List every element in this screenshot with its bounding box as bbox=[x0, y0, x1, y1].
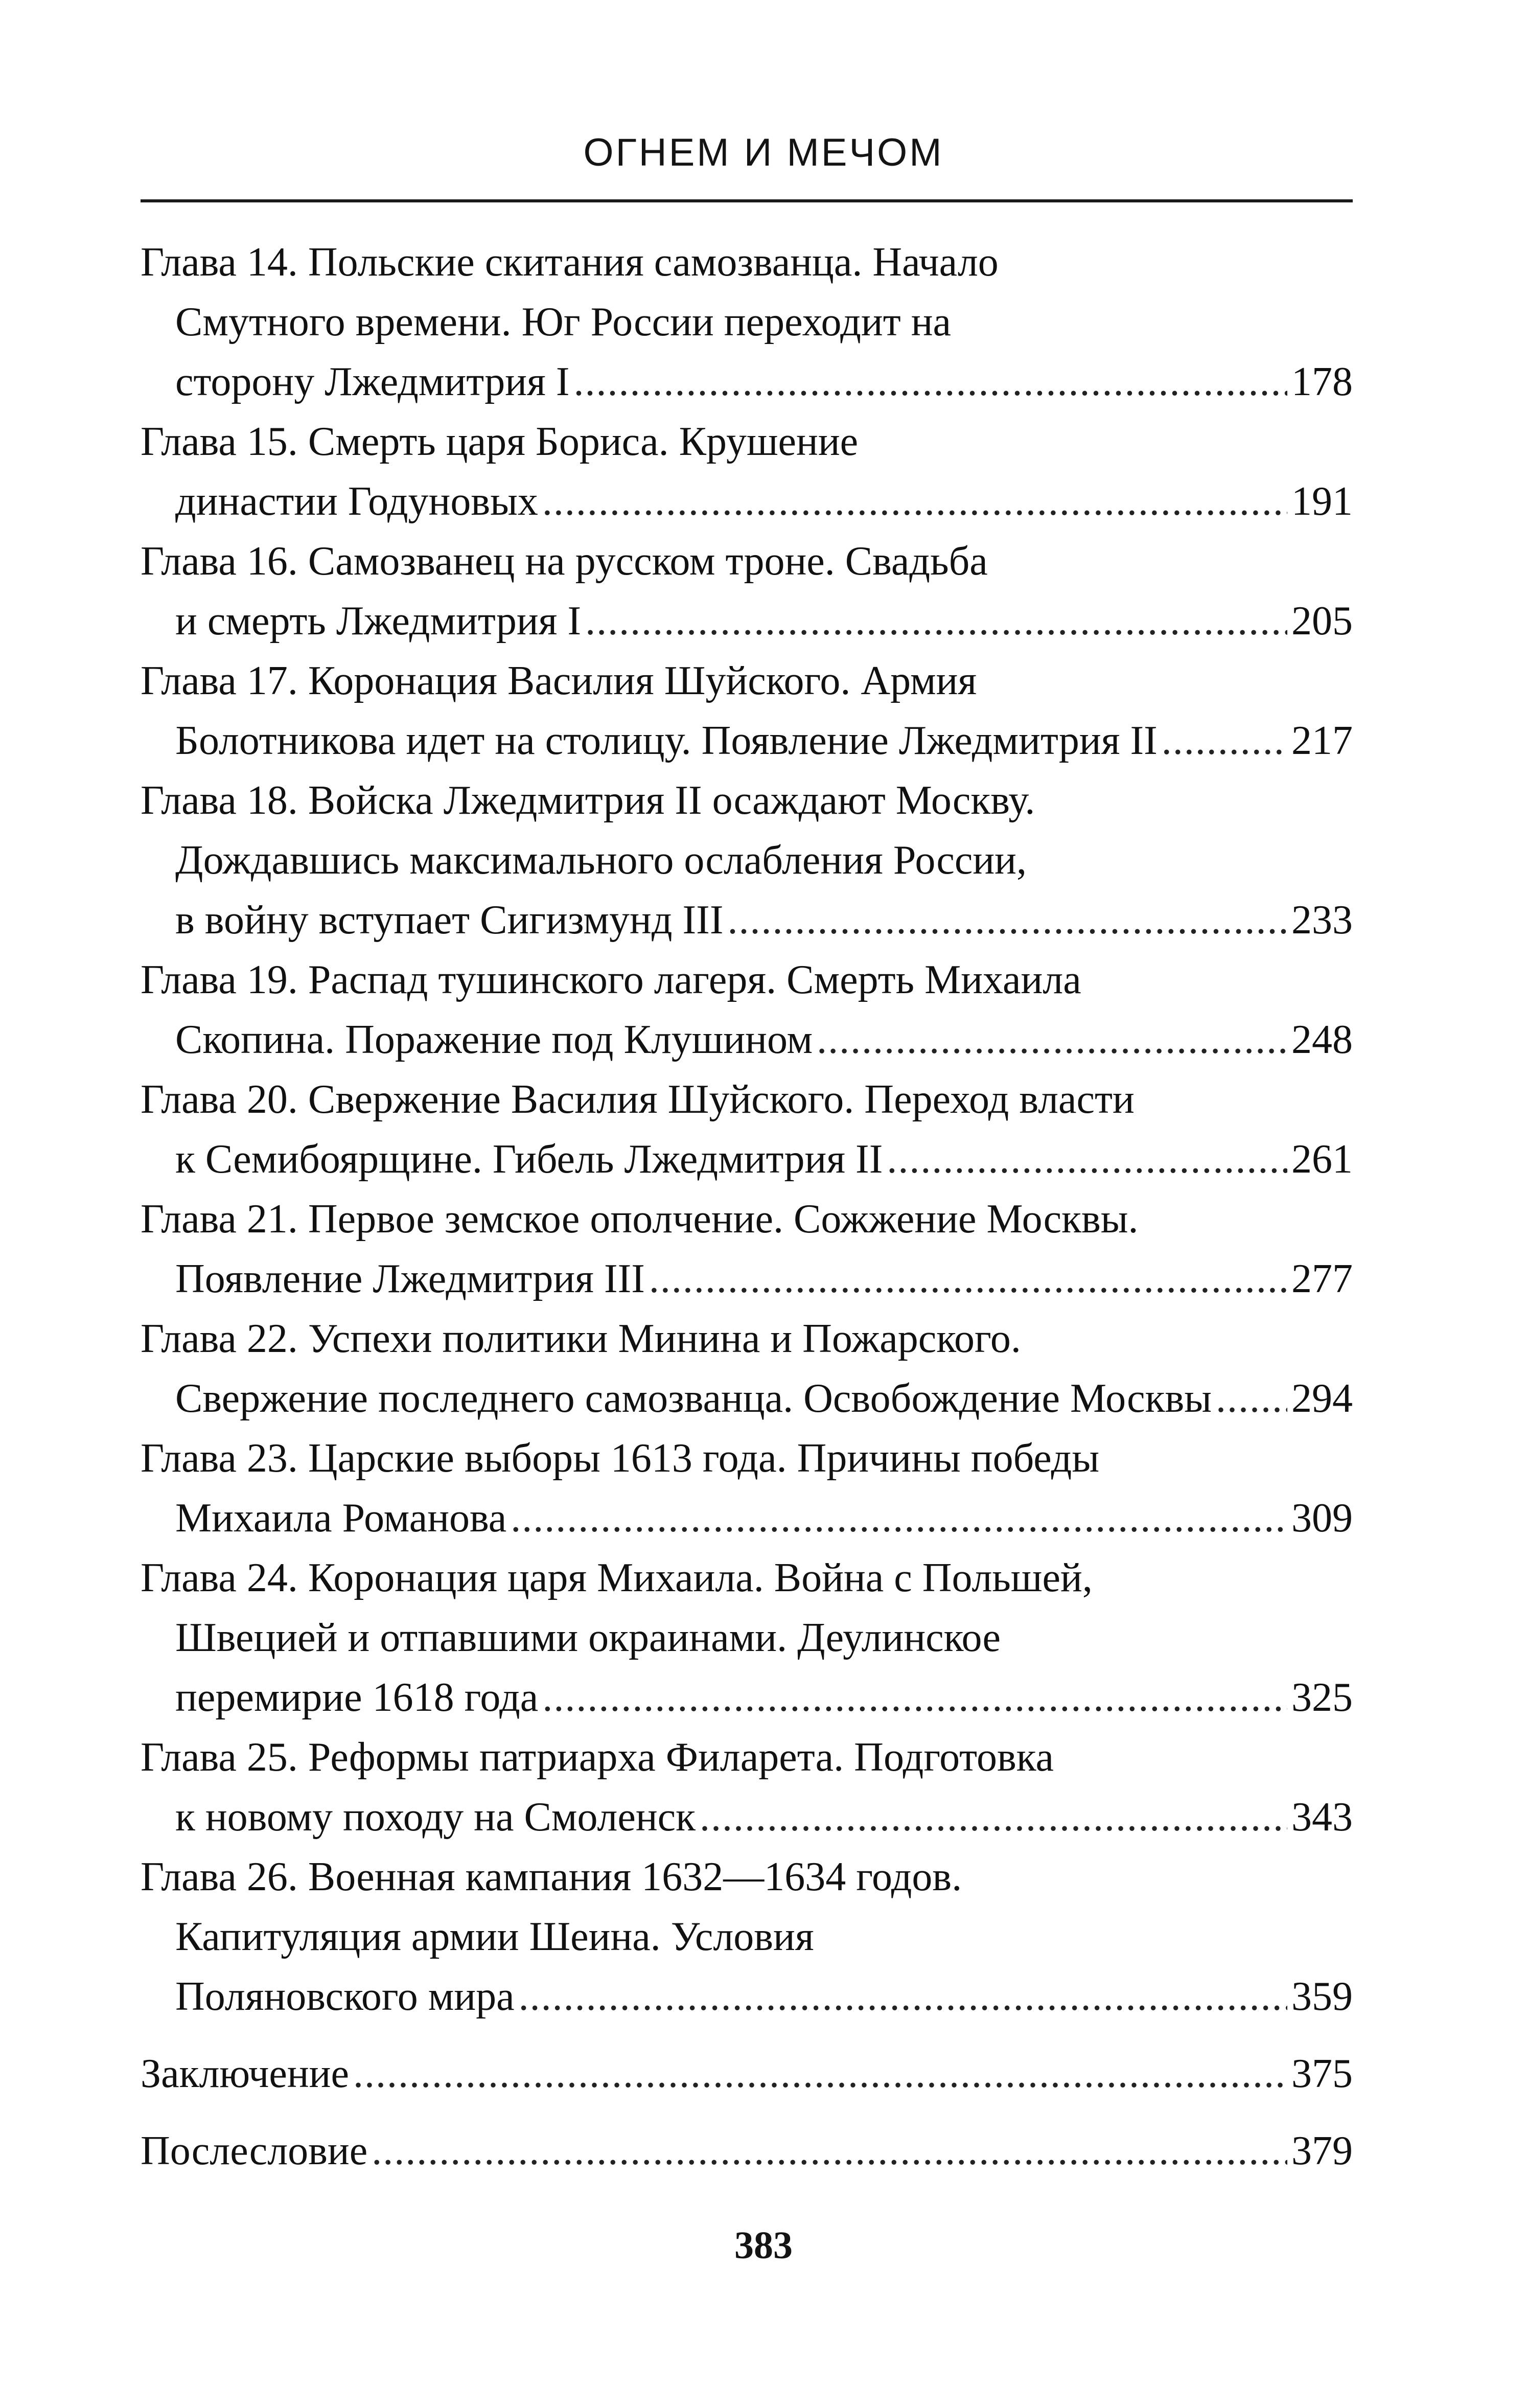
dot-leader bbox=[542, 472, 1287, 532]
toc-line bbox=[141, 1130, 1353, 1189]
toc-line bbox=[141, 591, 1353, 651]
toc-entry bbox=[141, 950, 1353, 1070]
toc-line-text: к новому походу на Смоленск bbox=[175, 1795, 696, 1840]
page-number: 383 bbox=[734, 2224, 793, 2267]
toc-line bbox=[141, 352, 1353, 412]
dot-leader bbox=[700, 1787, 1287, 1847]
toc-entry bbox=[141, 1728, 1353, 1847]
toc-line-text: сторону Лжедмитрия I bbox=[175, 359, 570, 404]
toc-page-number: 261 bbox=[1291, 1137, 1353, 1182]
toc-entry bbox=[141, 2121, 1353, 2181]
toc-entry bbox=[141, 1070, 1353, 1189]
toc-line-text: Болотникова идет на столицу. Появление Лжедмитрия II bbox=[175, 718, 1158, 763]
toc-entry bbox=[141, 1189, 1353, 1309]
dot-leader bbox=[1162, 711, 1287, 771]
header-rule bbox=[141, 199, 1353, 202]
toc-line-text: Глава 19. Распад тушинского лагеря. Смерть Михаила bbox=[141, 957, 1081, 1002]
toc-line-text: Швецией и отпавшими окраинами. Деулинское bbox=[175, 1615, 1001, 1660]
toc-line bbox=[141, 771, 1353, 831]
toc-entry bbox=[141, 1548, 1353, 1728]
dot-leader bbox=[372, 2121, 1287, 2181]
toc-entry bbox=[141, 1847, 1353, 2027]
toc-line-text: Глава 22. Успехи политики Минина и Пожарского. bbox=[141, 1316, 1021, 1361]
dot-leader bbox=[511, 1488, 1287, 1548]
toc-line bbox=[141, 2121, 1353, 2181]
toc-entry bbox=[141, 771, 1353, 950]
dot-leader bbox=[649, 1249, 1287, 1309]
toc-line bbox=[141, 292, 1353, 352]
toc-line bbox=[141, 1608, 1353, 1668]
toc-line bbox=[141, 831, 1353, 890]
toc-line bbox=[141, 711, 1353, 771]
toc-line bbox=[141, 1967, 1353, 2027]
toc-entry bbox=[141, 1309, 1353, 1429]
toc-line-text: Глава 17. Коронация Василия Шуйского. Армия bbox=[141, 658, 977, 703]
toc-line-text: Михаила Романова bbox=[175, 1496, 507, 1541]
toc-line-text: к Семибоярщине. Гибель Лжедмитрия II bbox=[175, 1137, 883, 1182]
toc-page-number: 217 bbox=[1291, 718, 1353, 763]
toc-line bbox=[141, 412, 1353, 472]
toc-line-text: Дождавшись максимального ослабления России, bbox=[175, 838, 1027, 883]
toc-line bbox=[141, 1010, 1353, 1070]
toc-page-number: 178 bbox=[1291, 359, 1353, 404]
toc-entry bbox=[141, 532, 1353, 651]
dot-leader bbox=[585, 591, 1287, 651]
toc-line bbox=[141, 1548, 1353, 1608]
toc-page-number: 325 bbox=[1291, 1675, 1353, 1720]
toc-entry bbox=[141, 1429, 1353, 1548]
toc-entry bbox=[141, 2044, 1353, 2104]
toc-line bbox=[141, 651, 1353, 711]
toc-line-text: Заключение bbox=[141, 2051, 349, 2096]
toc-line bbox=[141, 1907, 1353, 1967]
dot-leader bbox=[887, 1130, 1287, 1189]
toc-entry bbox=[141, 233, 1353, 412]
toc-page-number: 375 bbox=[1291, 2051, 1353, 2096]
toc-line bbox=[141, 1488, 1353, 1548]
toc-line-text: перемирие 1618 года bbox=[175, 1675, 539, 1720]
toc-line bbox=[141, 1309, 1353, 1369]
toc-page-number: 205 bbox=[1291, 599, 1353, 644]
toc-page-number: 359 bbox=[1291, 1974, 1353, 2019]
toc-line bbox=[141, 1668, 1353, 1728]
dot-leader bbox=[542, 1668, 1287, 1728]
toc-line-text: Глава 26. Военная кампания 1632—1634 годов. bbox=[141, 1854, 962, 1899]
toc-line-text: Глава 20. Свержение Василия Шуйского. Переход власти bbox=[141, 1077, 1135, 1122]
toc-line-text: Поляновского мира bbox=[175, 1974, 515, 2019]
toc-line bbox=[141, 890, 1353, 950]
toc-line-text: Глава 16. Самозванец на русском троне. Свадьба bbox=[141, 539, 988, 584]
toc-line-text: династии Годуновых bbox=[175, 479, 538, 524]
toc-line bbox=[141, 950, 1353, 1010]
dot-leader bbox=[573, 352, 1287, 412]
toc-page-number: 191 bbox=[1291, 479, 1353, 524]
toc-line-text: Глава 25. Реформы патриарха Филарета. Подготовка bbox=[141, 1735, 1054, 1780]
toc-line-text: и смерть Лжедмитрия I bbox=[175, 599, 582, 644]
toc-line bbox=[141, 233, 1353, 292]
toc-line bbox=[141, 1429, 1353, 1488]
toc-page-number: 294 bbox=[1291, 1376, 1353, 1421]
toc-line-text: Глава 18. Войска Лжедмитрия II осаждают Москву. bbox=[141, 778, 1035, 823]
toc-line bbox=[141, 1070, 1353, 1130]
toc-line bbox=[141, 1369, 1353, 1429]
toc-line-text: Послесловие bbox=[141, 2128, 368, 2173]
table-of-contents bbox=[141, 233, 1353, 2181]
dot-leader bbox=[727, 890, 1287, 950]
toc-line-text: Глава 24. Коронация царя Михаила. Война с Польшей, bbox=[141, 1555, 1093, 1600]
dot-leader bbox=[519, 1967, 1287, 2027]
toc-line-text: Смутного времени. Юг России переходит на bbox=[175, 300, 952, 345]
toc-line bbox=[141, 1728, 1353, 1787]
toc-line-text: Глава 15. Смерть царя Бориса. Крушение bbox=[141, 419, 859, 464]
dot-leader bbox=[353, 2044, 1287, 2104]
toc-line-text: Глава 23. Царские выборы 1613 года. Причины победы bbox=[141, 1436, 1100, 1481]
toc-entry bbox=[141, 412, 1353, 532]
toc-page-number: 277 bbox=[1291, 1256, 1353, 1301]
toc-line-text: Глава 21. Первое земское ополчение. Сожжение Москвы. bbox=[141, 1197, 1139, 1242]
toc-line-text: Глава 14. Польские скитания самозванца. Начало bbox=[141, 240, 999, 285]
toc-line-text: в войну вступает Сигизмунд III bbox=[175, 898, 724, 943]
toc-line bbox=[141, 1189, 1353, 1249]
toc-line bbox=[141, 472, 1353, 532]
toc-line bbox=[141, 532, 1353, 591]
toc-line-text: Свержение последнего самозванца. Освобождение Москвы bbox=[175, 1376, 1212, 1421]
toc-line bbox=[141, 1847, 1353, 1907]
dot-leader bbox=[817, 1010, 1287, 1070]
running-title: ОГНЕМ И МЕЧОМ bbox=[583, 131, 944, 174]
toc-line-text: Скопина. Поражение под Клушином bbox=[175, 1017, 813, 1062]
toc-line bbox=[141, 2044, 1353, 2104]
toc-page-number: 309 bbox=[1291, 1496, 1353, 1541]
toc-line bbox=[141, 1787, 1353, 1847]
toc-entry bbox=[141, 651, 1353, 771]
toc-line bbox=[141, 1249, 1353, 1309]
toc-line-text: Капитуляция армии Шеина. Условия bbox=[175, 1914, 814, 1959]
toc-page-number: 379 bbox=[1291, 2128, 1353, 2173]
toc-page-number: 343 bbox=[1291, 1795, 1353, 1840]
toc-page-number: 248 bbox=[1291, 1017, 1353, 1062]
toc-page-number: 233 bbox=[1291, 898, 1353, 943]
dot-leader bbox=[1216, 1369, 1287, 1429]
toc-line-text: Появление Лжедмитрия III bbox=[175, 1256, 645, 1301]
